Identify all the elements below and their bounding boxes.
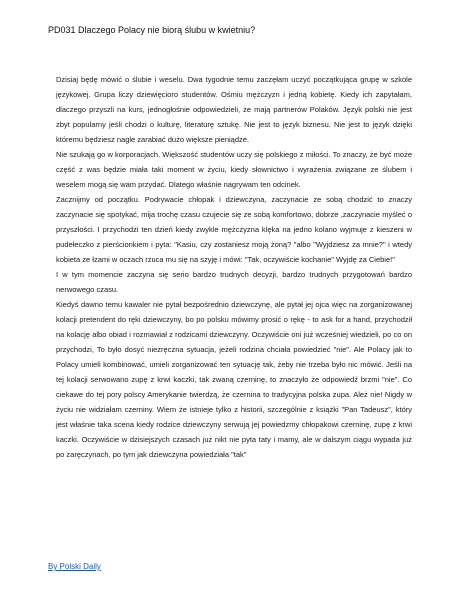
paragraph-3: Zacznijmy od początku. Podrywacie chłopak i dziewczyna, zaczynacie ze sobą chodzić to znaczy zaczynacie się spotykać, mija trochę czasu czujecie się ze sobą komfortowo, dobrze ,zaczynacie myśleć o przyszłości. I przychodzi ten dzień kiedy zwykle mężczyzna klęka na jedno kolano wyjmuje z kieszeni w pudełeczko z pierścionkiem i pyta: "Kasiu, czy zostaniesz moją żoną? "albo "Wyjdziesz za mnie?" i wtedy kobieta ze łzami w oczach rzuca mu się na szyję i mówi: "Tak, oczywiście kochanie" Wyjdę za Ciebie!" [56, 195, 412, 264]
paragraph-4: I w tym momencie zaczyna się serio bardzo trudnych decyzji, bardzo trudnych przygotowań bardzo nerwowego czasu. [56, 270, 412, 294]
document-body [56, 72, 412, 462]
paragraph-2: Nie szukają go w korporacjach. Większość studentów uczy się polskiego z miłości. To znaczy, że być może część z was będzie miała taki moment w życiu, kiedy słownictwo i wyrażenia związane ze ślubem i weselem mogą się wam przydać. Dlatego właśnie nagrywam ten odcinek. [56, 150, 412, 189]
paragraph-1: Dzisiaj będę mówić o ślubie i weselu. Dwa tygodnie temu zaczęłam uczyć początkująca grupę w szkole językowej. Grupa liczy dziewięciorо studentów. Ośmiu mężczyzn i jedną kobietę. Kiedy ich zapytałam, dlaczego przyszli na kurs, jednogłośnie odpowiedzieli, że mają partnerów Polaków. Język polski nie jest zbyt popularny jeśli chodzi o kulturę, literaturę sztukę. Nie jest to język biznesu. Nie jest to język dzięki któremu będziesz nagle zarabiać dużo większe pieniądze. [56, 75, 412, 144]
polski-daily-link[interactable]: By Polski Daily [48, 562, 101, 571]
document-title: PD031 Dlaczego Polacy nie biorą ślubu w kwietniu? [48, 25, 256, 35]
paragraph-5: Kiedyś dawno temu kawaler nie pytał bezpośrednio dziewczynę, ale pytał jej ojca więc na zorganizowanej kolacji pretendent do ręki dziewczyny, bo po polsku mówimy prosić o rękę - to ask for a hand, przychodził na kolację albo obiad i rozmawiał z rodzicami dziewczyny. Oczywiście oni już wcześniej wiedzieli, po co on przychodzi, To było dosyć niezręczna sytuacja, jeżeli rodzina chciała powiedzieć "nie". Ale Polacy jak to Polacy umieli kombinować, umieli zorganizować ten sytuację tak, żeby nie trzeba było nic mówić. Jeśli na tej kolacji serwowano zupę z krwi kaczki, tak zwaną czerninę, to znaczyło że odpowiedź brzmi "nie". Co ciekawe do tej pory polscy Amerykanie twierdzą, że czernina to tradycyjna polska zupa. Ależ nie! Nigdy w życiu nie widziałam czerniny. Wiem że istnieje tylko z historii, szczególnie z książki "Pan Tadeusz", który jest właśnie taka scena kiedy rodzice dziewczyny serwują jej powiedzmy chłopakowi czerninę, zupę z krwi kaczki. Oczywiście w dzisiejszych czasach już nikt nie pyta taty i mamy, ale w dalszym ciągu wypada już po zaręczynach, po tym jak dziewczyna powiedziała "tak" [56, 300, 412, 459]
